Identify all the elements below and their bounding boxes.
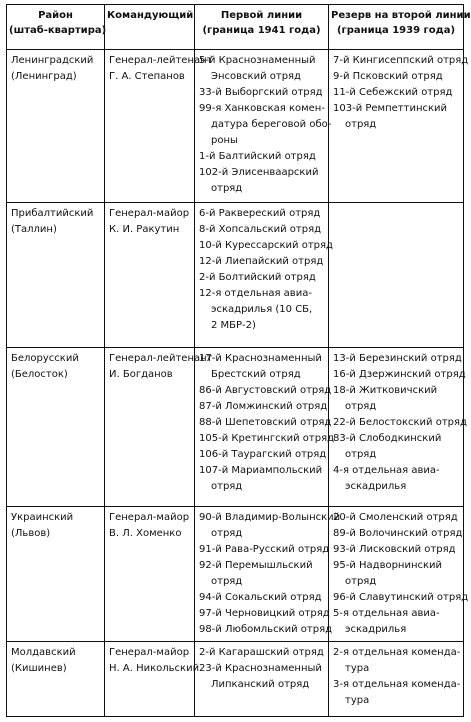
table-row: [7, 50, 464, 203]
district-cell: Ленинградский (Ленинград): [7, 50, 105, 203]
table-row: [7, 642, 464, 717]
commander-cell: Генерал-майор Н. А. Никольский: [105, 642, 195, 717]
table-row: [7, 348, 464, 507]
second-line-cell: [329, 203, 464, 348]
border-guard-districts-table: [6, 4, 471, 717]
table-row: [7, 203, 464, 348]
commander-cell: Генерал-лейтенант Г. А. Степанов: [105, 50, 195, 203]
header-district: Район (штаб-квартира): [7, 5, 105, 50]
table-row: [7, 507, 464, 642]
second-line-cell: 7-й Кингисеппский отряд 9-й Псковский отряд 11-й Себежский отряд 103-й Ремпеттинский отряд: [329, 50, 464, 203]
second-line-cell: 2-я отдельная комендa- тура 3-я отдельная комендa- тура: [329, 642, 464, 717]
district-cell: Прибалтийский (Таллин): [7, 203, 105, 348]
district-cell: Украинский (Львов): [7, 507, 105, 642]
first-line-cell: 5-й Краснознаменный Энсовский отряд 33-й Выборгский отряд 99-я Ханковская комен- датура береговой обо- роны 1-й Балтийский отряд 102-й Элисенваарский отряд: [195, 50, 329, 203]
header-commander: Командующий: [105, 5, 195, 50]
first-line-cell: 90-й Владимир-Волынский отряд 91-й Рава-Русский отряд 92-й Перемышльский отряд 94-й Сокальский отряд 97-й Черновицкий отряд 98-й Любомльский отряд: [195, 507, 329, 642]
district-cell: Белорусский (Белосток): [7, 348, 105, 507]
header-row: [7, 5, 464, 50]
district-cell: Молдавский (Кишинев): [7, 642, 105, 717]
first-line-cell: 6-й Раквереский отряд 8-й Хопсальский отряд 10-й Курессарский отряд 12-й Лиепайский отряд 2-й Болтийский отряд 12-я отдельная авиа- эскадрилья (10 СБ, 2 МБР-2): [195, 203, 329, 348]
commander-cell: Генерал-майор К. И. Ракутин: [105, 203, 195, 348]
second-line-cell: 20-й Смоленский отряд 89-й Волочинский отряд 93-й Лисковский отряд 95-й Надворнинский отряд 96-й Славутинский отряд 5-я отдельная авиа- эскадрилья: [329, 507, 464, 642]
header-second-line: Резерв на второй линии (граница 1939 года): [329, 5, 464, 50]
commander-cell: Генерал-майор В. Л. Хоменко: [105, 507, 195, 642]
second-line-cell: 13-й Березинский отряд 16-й Дзержинский отряд 18-й Житковичский отряд 22-й Белостокский отряд 83-й Слободкинский отряд 4-я отдельная авиа- эскадрилья: [329, 348, 464, 507]
first-line-cell: 17-й Краснознаменный Брестский отряд 86-й Августовский отряд 87-й Ломжинский отряд 88-й Шепетовский отряд 105-й Кретингский отряд 106-й Таурагский отряд 107-й Мариампольский отряд: [195, 348, 329, 507]
header-first-line: Первой линии (граница 1941 года): [195, 5, 329, 50]
commander-cell: Генерал-лейтенант И. Богданов: [105, 348, 195, 507]
first-line-cell: 2-й Кагарашский отряд 23-й Краснознаменный Липканский отряд: [195, 642, 329, 717]
